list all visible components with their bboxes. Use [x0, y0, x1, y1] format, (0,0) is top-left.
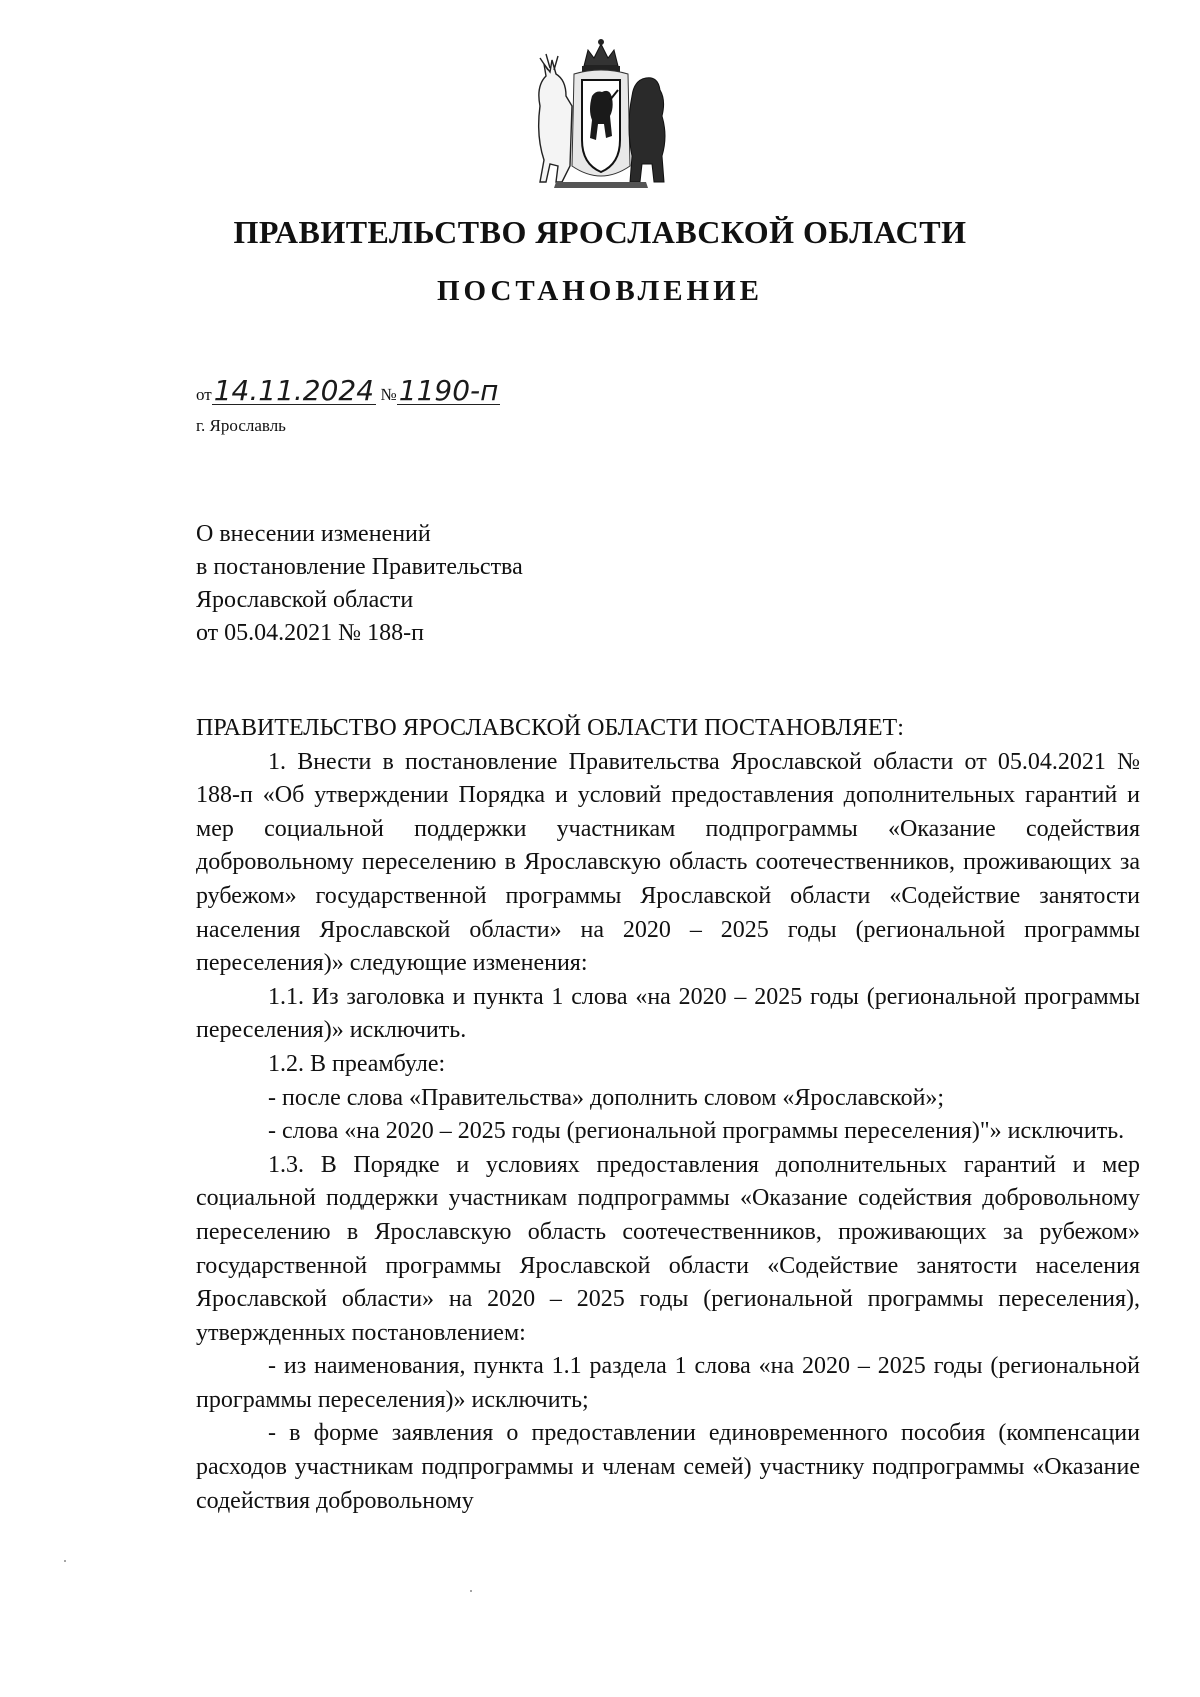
subject-line: О внесении изменений [196, 521, 431, 547]
government-title: ПРАВИТЕЛЬСТВО ЯРОСЛАВСКОЙ ОБЛАСТИ [233, 214, 967, 250]
date-value: 14.11.2024 [213, 374, 375, 407]
registration-line [196, 374, 500, 407]
subject-line: Ярославской области [196, 587, 414, 613]
date-prefix: от [196, 385, 212, 404]
paragraph: 1. Внести в постановление Правительства Ярославской области от 05.04.2021 № 188-п «Об утверждении Порядка и условий предоставления дополнительных гарантий и мер социальной поддержки участникам подпрограммы «Оказание содействия добровольному переселению в Ярославскую область соотечественников, проживающих за рубежом» государственной программы Ярославской области «Содействие занятости населения Ярославской области» на 2020 – 2025 годы (региональной программы переселения)» следующие изменения: [196, 748, 1140, 977]
document-body [196, 712, 1140, 1518]
city: г. Ярославль [196, 416, 286, 435]
paragraph: - слова «на 2020 – 2025 годы (региональной программы переселения)"» исключить. [268, 1118, 1125, 1145]
document-type: ПОСТАНОВЛЕНИЕ [436, 275, 763, 307]
paragraph: - после слова «Правительства» дополнить словом «Ярославской»; [268, 1084, 945, 1111]
paragraph: 1.3. В Порядке и условиях предоставления дополнительных гарантий и мер социальной поддержки участникам подпрограммы «Оказание содействия добровольному переселению в Ярославскую область соотечественников, проживающих за рубежом» государственной программы Ярославской области «Содействие занятости населения Ярославской области» на 2020 – 2025 годы (региональной программы переселения), утвержденных постановлением: [196, 1151, 1140, 1346]
paragraph: 1.2. В преамбуле: [268, 1050, 446, 1077]
subject-block [196, 518, 523, 650]
number-prefix: № [380, 385, 397, 404]
paragraph: 1.1. Из заголовка и пункта 1 слова «на 2020 – 2025 годы (региональной программы переселения)» исключить. [196, 983, 1140, 1044]
paragraph: - в форме заявления о предоставлении единовременного пособия (компенсации расходов участникам подпрограммы и членам семей) участнику подпрограммы «Оказание содействия добровольному [196, 1420, 1140, 1514]
subject-line: от 05.04.2021 № 188-п [196, 620, 424, 646]
paragraph: - из наименования, пункта 1.1 раздела 1 слова «на 2020 – 2025 годы (региональной программы переселения)» исключить; [196, 1353, 1140, 1413]
scan-speck [470, 1590, 472, 1592]
yaroslavl-coat-of-arms-icon [526, 36, 676, 196]
number-value: 1190-п [398, 374, 499, 407]
scan-speck [64, 1560, 66, 1562]
preamble: ПРАВИТЕЛЬСТВО ЯРОСЛАВСКОЙ ОБЛАСТИ ПОСТАНОВЛЯЕТ: [196, 715, 904, 741]
subject-line: в постановление Правительства [196, 554, 523, 580]
